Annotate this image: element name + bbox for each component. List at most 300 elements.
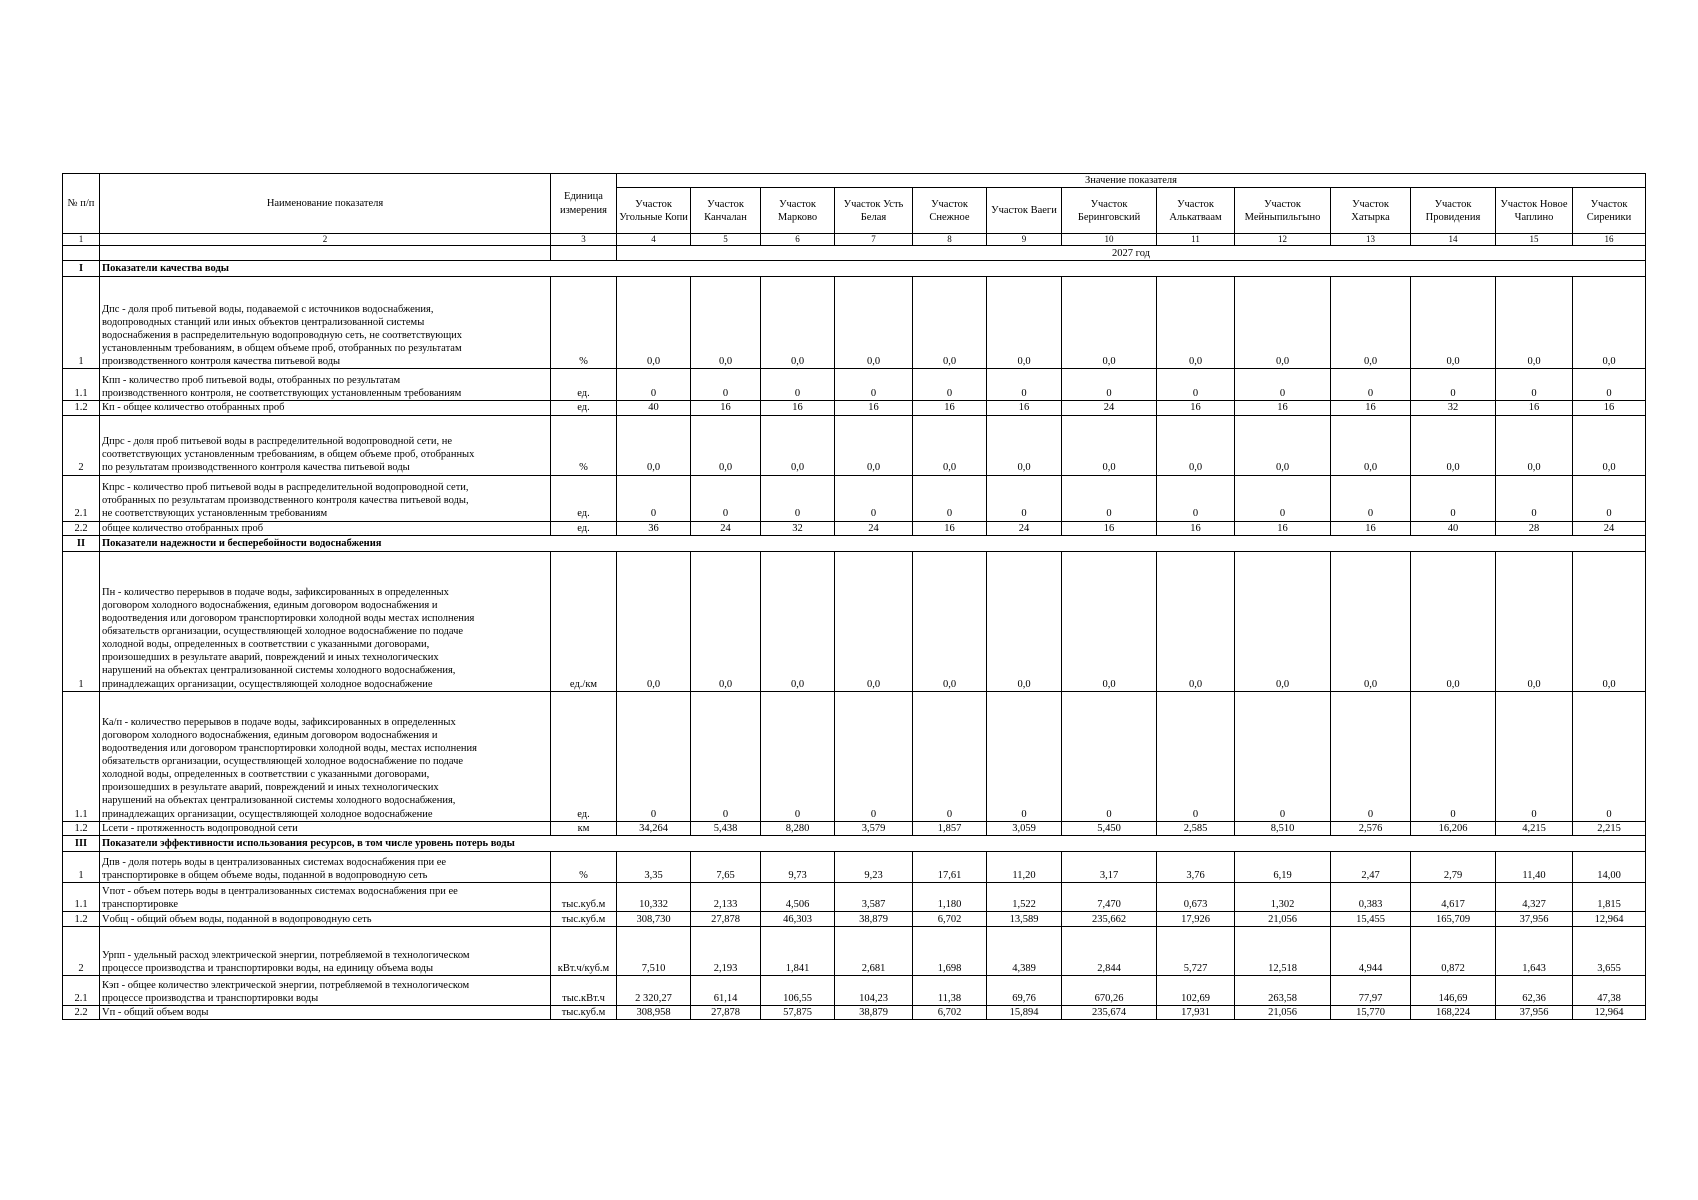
- value-cell: 77,97: [1331, 975, 1411, 1005]
- value-cell: 17,931: [1157, 1005, 1235, 1019]
- value-cell: 0: [835, 475, 913, 521]
- value-cell: 0,0: [617, 415, 691, 475]
- row-number: 2: [63, 415, 100, 475]
- value-cell: 21,056: [1235, 1005, 1331, 1019]
- value-cell: 1,857: [913, 821, 987, 835]
- header-value-group: Значение показателя: [617, 174, 1646, 188]
- value-cell: 0: [761, 691, 835, 821]
- section-number: II: [63, 535, 100, 551]
- column-number: 13: [1331, 234, 1411, 246]
- value-cell: 2,133: [691, 882, 761, 911]
- indicator-name-line: договором холодного водоснабжения, единым договором водоснабжения и: [102, 729, 438, 741]
- table-row: [63, 475, 1646, 521]
- value-cell: 6,702: [913, 911, 987, 926]
- site-header: Участок Беринговский: [1062, 188, 1157, 234]
- table-row: [63, 277, 1646, 369]
- indicator-name-line: водопроводных станций или иных объектов централизованной системы: [102, 316, 425, 328]
- section-row: [63, 261, 1646, 277]
- value-cell: 28: [1496, 521, 1573, 535]
- value-cell: 24: [987, 521, 1062, 535]
- value-cell: 17,926: [1157, 911, 1235, 926]
- value-cell: 17,61: [913, 851, 987, 882]
- value-cell: 0,0: [761, 551, 835, 691]
- indicator-name: [100, 475, 551, 521]
- value-cell: 0: [761, 369, 835, 401]
- value-cell: 15,770: [1331, 1005, 1411, 1019]
- value-cell: 0: [691, 475, 761, 521]
- unit-cell: %: [551, 415, 617, 475]
- value-cell: 3,655: [1573, 926, 1646, 975]
- value-cell: 16: [835, 401, 913, 415]
- site-header: Участок Сиреники: [1573, 188, 1646, 234]
- value-cell: 0,0: [1496, 277, 1573, 369]
- value-cell: 0,0: [1235, 551, 1331, 691]
- value-cell: 16: [913, 401, 987, 415]
- indicator-name-line: Lсети - протяженность водопроводной сети: [102, 822, 298, 834]
- value-cell: 0,0: [1331, 277, 1411, 369]
- indicator-name-line: Дпс - доля проб питьевой воды, подаваемой с источников водоснабжения,: [102, 303, 434, 315]
- value-cell: 6,19: [1235, 851, 1331, 882]
- indicator-name-line: договором холодного водоснабжения, единым договором водоснабжения и: [102, 599, 438, 611]
- indicator-name-line: обязательств организации, осуществляющей холодное водоснабжение по подаче: [102, 626, 464, 637]
- unit-cell: тыс.куб.м: [551, 911, 617, 926]
- indicator-name-line: Дпрс - доля проб питьевой воды в распределительной водопроводной сети, не: [102, 436, 453, 448]
- value-cell: 2 320,27: [617, 975, 691, 1005]
- value-cell: 0,872: [1411, 926, 1496, 975]
- indicator-name: [100, 882, 551, 911]
- indicator-name-line: Vпот - объем потерь воды в централизованных системах водоснабжения при ее: [102, 885, 458, 897]
- value-cell: 4,389: [987, 926, 1062, 975]
- value-cell: 0: [617, 691, 691, 821]
- value-cell: 2,576: [1331, 821, 1411, 835]
- value-cell: 3,35: [617, 851, 691, 882]
- indicator-name-line: отобранных по результатам производственного контроля качества питьевой воды,: [102, 495, 469, 507]
- unit-cell: тыс.куб.м: [551, 1005, 617, 1019]
- value-cell: 4,215: [1496, 821, 1573, 835]
- indicator-name: [100, 369, 551, 401]
- value-cell: 16: [1157, 401, 1235, 415]
- table-row: [63, 911, 1646, 926]
- value-cell: 40: [617, 401, 691, 415]
- unit-cell: ед.: [551, 475, 617, 521]
- indicator-name-line: процессе производства и транспортировки воды: [102, 992, 319, 1004]
- value-cell: 3,587: [835, 882, 913, 911]
- unit-cell: кВт.ч/куб.м: [551, 926, 617, 975]
- row-number: 2.2: [63, 1005, 100, 1019]
- value-cell: 106,55: [761, 975, 835, 1005]
- section-number: I: [63, 261, 100, 277]
- value-cell: 0: [691, 691, 761, 821]
- value-cell: 0: [1573, 475, 1646, 521]
- value-cell: 0,0: [1496, 415, 1573, 475]
- value-cell: 0: [1496, 691, 1573, 821]
- value-cell: 16: [691, 401, 761, 415]
- value-cell: 0,0: [835, 551, 913, 691]
- value-cell: 1,841: [761, 926, 835, 975]
- indicator-name-line: произошедших в результате аварий, повреждений и иных технологических: [102, 652, 439, 664]
- indicator-name-line: соответствующих установленным требованиям, в общем объеме проб, отобранных: [102, 449, 475, 461]
- value-cell: 0,0: [1411, 415, 1496, 475]
- value-cell: 7,65: [691, 851, 761, 882]
- indicator-name-line: Vобщ - общий объем воды, поданной в водопроводную сеть: [102, 913, 372, 925]
- value-cell: 0: [987, 475, 1062, 521]
- indicator-name-line: установленным требованиям, в общем объеме проб, отобранных по результатам: [102, 343, 462, 355]
- year-label: 2027 год: [617, 246, 1646, 261]
- value-cell: 57,875: [761, 1005, 835, 1019]
- value-cell: 0: [835, 369, 913, 401]
- unit-cell: тыс.кВт.ч: [551, 975, 617, 1005]
- value-cell: 16: [913, 521, 987, 535]
- value-cell: 235,674: [1062, 1005, 1157, 1019]
- indicator-name-line: произошедших в результате аварий, повреждений и иных технологических: [102, 782, 439, 794]
- indicator-name-line: процессе производства и транспортировки воды, на единицу объема воды: [102, 962, 434, 974]
- value-cell: 0: [761, 475, 835, 521]
- value-cell: 0: [1062, 691, 1157, 821]
- value-cell: 16: [1235, 521, 1331, 535]
- indicator-name-line: не соответствующих установленным требованиям: [102, 508, 328, 520]
- value-cell: 4,327: [1496, 882, 1573, 911]
- value-cell: 3,059: [987, 821, 1062, 835]
- value-cell: 0,0: [835, 277, 913, 369]
- column-number: 4: [617, 234, 691, 246]
- row-number: 1.2: [63, 401, 100, 415]
- section-title: Показатели надежности и бесперебойности водоснабжения: [100, 535, 1646, 551]
- value-cell: 24: [691, 521, 761, 535]
- indicator-name-line: Vп - общий объем воды: [102, 1006, 209, 1018]
- row-number: 1.1: [63, 882, 100, 911]
- value-cell: 16: [1157, 521, 1235, 535]
- value-cell: 32: [1411, 401, 1496, 415]
- site-header: Участок Усть Белая: [835, 188, 913, 234]
- value-cell: 0: [1411, 475, 1496, 521]
- value-cell: 0,0: [1573, 551, 1646, 691]
- value-cell: 12,518: [1235, 926, 1331, 975]
- column-number: 15: [1496, 234, 1573, 246]
- value-cell: 0: [1331, 475, 1411, 521]
- indicators-table: [62, 173, 1646, 1020]
- value-cell: 11,20: [987, 851, 1062, 882]
- value-cell: 0: [1157, 369, 1235, 401]
- value-cell: 2,585: [1157, 821, 1235, 835]
- value-cell: 1,522: [987, 882, 1062, 911]
- table-row: [63, 882, 1646, 911]
- table-row: [63, 551, 1646, 691]
- value-cell: 102,69: [1157, 975, 1235, 1005]
- value-cell: 0,0: [1496, 551, 1573, 691]
- value-cell: 0: [1157, 475, 1235, 521]
- value-cell: 16: [761, 401, 835, 415]
- column-number: 11: [1157, 234, 1235, 246]
- value-cell: 16: [1235, 401, 1331, 415]
- value-cell: 9,23: [835, 851, 913, 882]
- site-header: Участок Снежное: [913, 188, 987, 234]
- value-cell: 0,0: [987, 415, 1062, 475]
- value-cell: 0,383: [1331, 882, 1411, 911]
- value-cell: 0,673: [1157, 882, 1235, 911]
- value-cell: 16: [987, 401, 1062, 415]
- table-row: [63, 369, 1646, 401]
- value-cell: 0,0: [1062, 277, 1157, 369]
- value-cell: 27,878: [691, 1005, 761, 1019]
- indicator-name-line: нарушений на объектах централизованной системы холодного водоснабжения,: [102, 795, 456, 807]
- indicator-name-line: Пн - количество перерывов в подаче воды, зафиксированных в определенных: [102, 586, 449, 598]
- indicator-name-line: Урпп - удельный расход электрической энергии, потребляемой в технологическом: [102, 949, 470, 961]
- indicator-name-line: транспортировке: [102, 898, 179, 910]
- value-cell: 0: [1496, 369, 1573, 401]
- value-cell: 0,0: [617, 277, 691, 369]
- indicator-name-line: Кпрс - количество проб питьевой воды в распределительной водопроводной сети,: [102, 482, 469, 494]
- unit-cell: %: [551, 851, 617, 882]
- indicator-name: [100, 926, 551, 975]
- site-header: Участок Новое Чаплино: [1496, 188, 1573, 234]
- site-header: Участок Канчалан: [691, 188, 761, 234]
- value-cell: 0: [987, 691, 1062, 821]
- value-cell: 16: [1496, 401, 1573, 415]
- value-cell: 0: [617, 369, 691, 401]
- row-number: 1: [63, 277, 100, 369]
- value-cell: 69,76: [987, 975, 1062, 1005]
- value-cell: 0,0: [835, 415, 913, 475]
- value-cell: 38,879: [835, 911, 913, 926]
- value-cell: 27,878: [691, 911, 761, 926]
- section-row: [63, 535, 1646, 551]
- site-header: Участок Ваеги: [987, 188, 1062, 234]
- table-row: [63, 401, 1646, 415]
- value-cell: 10,332: [617, 882, 691, 911]
- value-cell: 37,956: [1496, 911, 1573, 926]
- column-number: 12: [1235, 234, 1331, 246]
- value-cell: 0: [835, 691, 913, 821]
- indicator-name-line: холодной воды, определенных в соответствии с указанными договорами,: [102, 769, 430, 781]
- value-cell: 4,944: [1331, 926, 1411, 975]
- value-cell: 46,303: [761, 911, 835, 926]
- value-cell: 9,73: [761, 851, 835, 882]
- value-cell: 11,40: [1496, 851, 1573, 882]
- value-cell: 1,302: [1235, 882, 1331, 911]
- value-cell: 0,0: [1157, 415, 1235, 475]
- value-cell: 0: [1496, 475, 1573, 521]
- indicator-name-line: Дпв - доля потерь воды в централизованных системах водоснабжения при ее: [102, 856, 447, 868]
- row-number: 2.1: [63, 475, 100, 521]
- value-cell: 0: [913, 475, 987, 521]
- column-number: 3: [551, 234, 617, 246]
- value-cell: 24: [1573, 521, 1646, 535]
- value-cell: 0,0: [1411, 551, 1496, 691]
- site-header: Участок Угольные Копи: [617, 188, 691, 234]
- value-cell: 0,0: [987, 277, 1062, 369]
- site-header: Участок Алькатваам: [1157, 188, 1235, 234]
- value-cell: 2,681: [835, 926, 913, 975]
- value-cell: 0,0: [691, 277, 761, 369]
- header-num: № п/п: [63, 174, 100, 234]
- row-number: 2.2: [63, 521, 100, 535]
- unit-cell: ед./км: [551, 551, 617, 691]
- indicator-name: [100, 911, 551, 926]
- value-cell: 13,589: [987, 911, 1062, 926]
- table-row: [63, 691, 1646, 821]
- value-cell: 0: [1411, 691, 1496, 821]
- unit-cell: ед.: [551, 691, 617, 821]
- value-cell: 36: [617, 521, 691, 535]
- unit-cell: ед.: [551, 369, 617, 401]
- section-row: [63, 835, 1646, 851]
- value-cell: 1,815: [1573, 882, 1646, 911]
- section-number: III: [63, 835, 100, 851]
- unit-cell: км: [551, 821, 617, 835]
- value-cell: 0,0: [1157, 277, 1235, 369]
- value-cell: 165,709: [1411, 911, 1496, 926]
- indicator-name-line: производственного контроля, не соответствующих установленным требованиям: [102, 388, 462, 400]
- value-cell: 0: [1235, 691, 1331, 821]
- value-cell: 3,17: [1062, 851, 1157, 882]
- column-number: 2: [100, 234, 551, 246]
- indicator-name-line: обязательств организации, осуществляющей холодное водоснабжение по подаче: [102, 756, 464, 767]
- row-number: 1.2: [63, 911, 100, 926]
- value-cell: 6,702: [913, 1005, 987, 1019]
- value-cell: 308,958: [617, 1005, 691, 1019]
- value-cell: 0,0: [1062, 551, 1157, 691]
- value-cell: 0: [617, 475, 691, 521]
- value-cell: 62,36: [1496, 975, 1573, 1005]
- value-cell: 146,69: [1411, 975, 1496, 1005]
- value-cell: 0: [913, 369, 987, 401]
- value-cell: 11,38: [913, 975, 987, 1005]
- value-cell: 16,206: [1411, 821, 1496, 835]
- site-header: Участок Мейныпильгыно: [1235, 188, 1331, 234]
- value-cell: 16: [1573, 401, 1646, 415]
- site-header: Участок Провидения: [1411, 188, 1496, 234]
- table-row: [63, 851, 1646, 882]
- table-row: [63, 821, 1646, 835]
- column-number: 7: [835, 234, 913, 246]
- table-row: [63, 975, 1646, 1005]
- column-number: 5: [691, 234, 761, 246]
- indicator-name: [100, 851, 551, 882]
- value-cell: 1,698: [913, 926, 987, 975]
- unit-cell: ед.: [551, 521, 617, 535]
- value-cell: 0,0: [1062, 415, 1157, 475]
- value-cell: 21,056: [1235, 911, 1331, 926]
- value-cell: 0: [1573, 691, 1646, 821]
- value-cell: 47,38: [1573, 975, 1646, 1005]
- indicator-name: [100, 821, 551, 835]
- value-cell: 0: [1235, 369, 1331, 401]
- value-cell: 0: [1331, 691, 1411, 821]
- indicator-name-line: общее количество отобранных проб: [102, 522, 264, 534]
- site-header: Участок Марково: [761, 188, 835, 234]
- value-cell: 670,26: [1062, 975, 1157, 1005]
- indicator-name: [100, 1005, 551, 1019]
- table-row: [63, 926, 1646, 975]
- indicator-name: [100, 551, 551, 691]
- row-number: 1.1: [63, 691, 100, 821]
- indicator-name: [100, 401, 551, 415]
- value-cell: 24: [835, 521, 913, 535]
- row-number: 2.1: [63, 975, 100, 1005]
- row-number: 1.2: [63, 821, 100, 835]
- indicator-name-line: холодной воды, определенных в соответствии с указанными договорами,: [102, 639, 430, 651]
- column-number: 8: [913, 234, 987, 246]
- row-number: 2: [63, 926, 100, 975]
- value-cell: 5,438: [691, 821, 761, 835]
- indicator-name-line: нарушений на объектах централизованной системы холодного водоснабжения,: [102, 665, 456, 677]
- indicator-name-line: принадлежащих организации, осуществляющей холодное водоснабжение: [102, 808, 433, 820]
- value-cell: 7,510: [617, 926, 691, 975]
- indicator-name-line: водоснабжения в распределительную водопроводную сеть, не соответствующих: [102, 330, 463, 341]
- value-cell: 2,47: [1331, 851, 1411, 882]
- value-cell: 0,0: [1235, 415, 1331, 475]
- value-cell: 32: [761, 521, 835, 535]
- value-cell: 168,224: [1411, 1005, 1496, 1019]
- value-cell: 0: [1235, 475, 1331, 521]
- value-cell: 8,510: [1235, 821, 1331, 835]
- indicator-name-line: по результатам производственного контроля качества питьевой воды: [102, 462, 410, 474]
- value-cell: 0,0: [913, 415, 987, 475]
- row-number: 1: [63, 851, 100, 882]
- value-cell: 0: [1411, 369, 1496, 401]
- value-cell: 0,0: [761, 277, 835, 369]
- table-row: [63, 521, 1646, 535]
- value-cell: 104,23: [835, 975, 913, 1005]
- value-cell: 14,00: [1573, 851, 1646, 882]
- value-cell: 0,0: [1157, 551, 1235, 691]
- indicator-name-line: производственного контроля качества питьевой воды: [102, 356, 341, 368]
- indicator-name-line: водоотведения или договором транспортировки холодной воды местах исполнения: [102, 612, 475, 624]
- table-row: [63, 1005, 1646, 1019]
- value-cell: 4,617: [1411, 882, 1496, 911]
- value-cell: 0: [913, 691, 987, 821]
- value-cell: 0,0: [913, 277, 987, 369]
- row-number: 1.1: [63, 369, 100, 401]
- unit-cell: ед.: [551, 401, 617, 415]
- value-cell: 0,0: [1573, 415, 1646, 475]
- indicator-name-line: принадлежащих организации, осуществляющей холодное водоснабжение: [102, 678, 433, 690]
- column-number: 10: [1062, 234, 1157, 246]
- value-cell: 4,506: [761, 882, 835, 911]
- value-cell: 37,956: [1496, 1005, 1573, 1019]
- value-cell: 2,215: [1573, 821, 1646, 835]
- value-cell: 0,0: [1331, 551, 1411, 691]
- value-cell: 61,14: [691, 975, 761, 1005]
- value-cell: 16: [1331, 521, 1411, 535]
- value-cell: 15,894: [987, 1005, 1062, 1019]
- value-cell: 2,79: [1411, 851, 1496, 882]
- column-number: 9: [987, 234, 1062, 246]
- value-cell: 0,0: [1331, 415, 1411, 475]
- value-cell: 0: [987, 369, 1062, 401]
- table-row: [63, 415, 1646, 475]
- value-cell: 0,0: [691, 415, 761, 475]
- value-cell: 1,643: [1496, 926, 1573, 975]
- indicator-name-line: Кп - общее количество отобранных проб: [102, 402, 285, 414]
- value-cell: 7,470: [1062, 882, 1157, 911]
- value-cell: 15,455: [1331, 911, 1411, 926]
- indicator-name-line: транспортировке в общем объеме воды, поданной в водопроводную сеть: [102, 869, 428, 881]
- row-number: 1: [63, 551, 100, 691]
- value-cell: 0: [1573, 369, 1646, 401]
- value-cell: 38,879: [835, 1005, 913, 1019]
- value-cell: 235,662: [1062, 911, 1157, 926]
- indicator-name-line: Ка/п - количество перерывов в подаче воды, зафиксированных в определенных: [102, 716, 456, 728]
- value-cell: 2,844: [1062, 926, 1157, 975]
- value-cell: 16: [1331, 401, 1411, 415]
- value-cell: 3,76: [1157, 851, 1235, 882]
- value-cell: 0,0: [761, 415, 835, 475]
- value-cell: 0: [1062, 475, 1157, 521]
- value-cell: 0: [1062, 369, 1157, 401]
- value-cell: 0,0: [1573, 277, 1646, 369]
- value-cell: 0,0: [987, 551, 1062, 691]
